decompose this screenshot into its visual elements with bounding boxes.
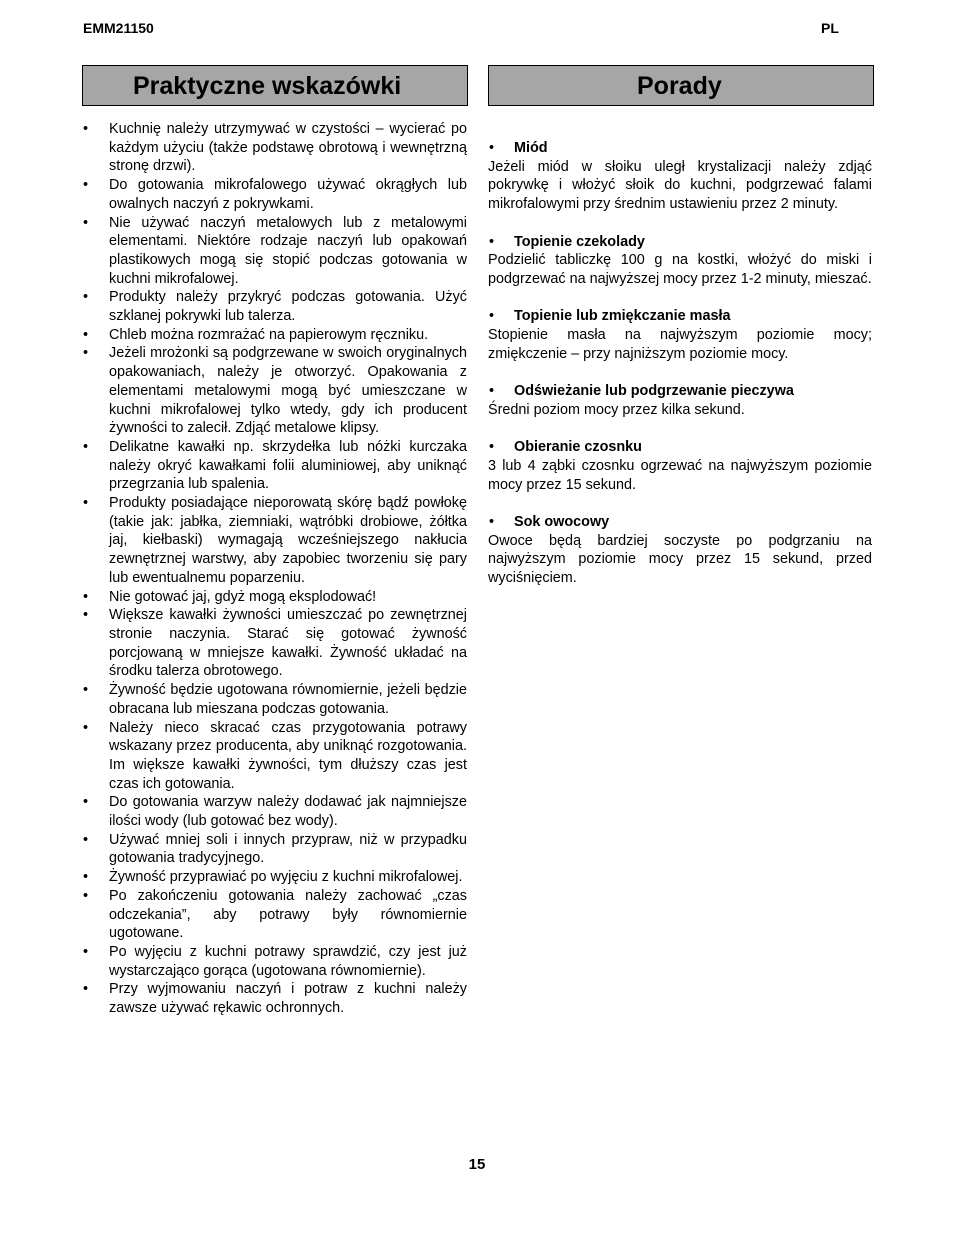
advice-column (488, 139, 872, 606)
tip-butter (488, 307, 872, 363)
list-item: • Nie gotować jaj, gdyż mogą eksplodować! (82, 588, 467, 607)
tip-body: 3 lub 4 ząbki czosnku ogrzewać na najwyższym poziomie mocy przez 15 sekund. (488, 457, 872, 493)
list-item: • Po wyjęciu z kuchni potrawy sprawdzić, czy jest już wystarczająco gorąca (ugotowana równomiernie). (82, 943, 467, 980)
list-item: • Jeżeli mrożonki są podgrzewane w swoich oryginalnych opakowaniach, należy je otworzyć. Opakowania z elementami metalowymi mogą być umieszczane w kuchni mikrofalowej tylko wtedy, gdy ich producent żywności to zalecił. Zdjąć metalowe klipsy. (82, 344, 467, 438)
tip-title: • Miód (488, 139, 872, 158)
tip-garlic (488, 438, 872, 494)
tip-bread (488, 382, 872, 419)
tip-body: Średni poziom mocy przez kilka sekund. (488, 401, 745, 418)
tip-title: • Topienie czekolady (488, 233, 872, 252)
section-title-practical-tips: Praktyczne wskazówki (82, 65, 468, 106)
list-item: • Delikatne kawałki np. skrzydełka lub nóżki kurczaka należy okryć kawałkami folii aluminiowej, aby uniknąć przegrzania lub spalenia. (82, 438, 467, 494)
tip-fruit-juice (488, 513, 872, 588)
practical-tips-list (82, 120, 467, 1018)
tip-title: • Obieranie czosnku (488, 438, 872, 457)
tip-body: Stopienie masła na najwyższym poziomie mocy; zmiękczenie – przy najniższym poziomie mocy. (488, 327, 872, 362)
list-item: • Należy nieco skracać czas przygotowania potrawy wskazany przez producenta, aby uniknąć rozgotowania. Im większe kawałki żywności, tym dłuższy czas jest czas ich gotowania. (82, 719, 467, 794)
list-item: • Przy wyjmowaniu naczyń i potraw z kuchni należy zawsze używać rękawic ochronnych. (82, 980, 467, 1017)
page-number: 15 (468, 1156, 486, 1173)
tip-body: Podzielić tabliczkę 100 g na kostki, włożyć do miski i podgrzewać na najwyższej mocy przez 1-2 minuty, mieszać. (488, 252, 872, 287)
list-item: • Do gotowania warzyw należy dodawać jak najmniejsze ilości wody (lub gotować bez wody). (82, 793, 467, 830)
list-item: • Nie używać naczyń metalowych lub z metalowymi elementami. Niektóre rodzaje naczyń lub opakowań plastikowych mogą się stopić podczas gotowania w kuchni mikrofalowej. (82, 214, 467, 289)
tip-body: Jeżeli miód w słoiku uległ krystalizacji należy zdjąć pokrywkę i włożyć słoik do kuchni, podgrzewać falami mikrofalowymi przy średnim ustawieniu przez 2 minuty. (488, 158, 872, 213)
tip-body: Owoce będą bardziej soczyste po podgrzaniu na najwyższym poziomie mocy przez 15 sekund, przed wyciśnięciem. (488, 532, 872, 587)
model-number: EMM21150 (83, 20, 154, 36)
list-item: • Produkty należy przykryć podczas gotowania. Użyć szklanej pokrywki lub talerza. (82, 288, 467, 325)
list-item: • Do gotowania mikrofalowego używać okrągłych lub owalnych naczyń z pokrywkami. (82, 176, 467, 213)
list-item: • Używać mniej soli i innych przypraw, niż w przypadku gotowania tradycyjnego. (82, 831, 467, 868)
list-item: • Chleb można rozmrażać na papierowym ręczniku. (82, 326, 467, 345)
tip-melting-chocolate (488, 233, 872, 289)
list-item: • Kuchnię należy utrzymywać w czystości – wycierać po każdym użyciu (także podstawę obrotową i wewnętrzną stronę drzwi). (82, 120, 467, 176)
tip-honey (488, 139, 872, 214)
list-item: • Żywność przyprawiać po wyjęciu z kuchni mikrofalowej. (82, 868, 467, 887)
language-code: PL (821, 20, 839, 36)
section-title-advice: Porady (488, 65, 874, 106)
tip-title: • Odświeżanie lub podgrzewanie pieczywa (488, 382, 872, 401)
tip-title: • Topienie lub zmiękczanie masła (488, 307, 872, 326)
practical-tips-column (82, 120, 467, 1018)
tip-title: • Sok owocowy (488, 513, 872, 532)
list-item: • Żywność będzie ugotowana równomiernie, jeżeli będzie obracana lub mieszana podczas gotowania. (82, 681, 467, 718)
list-item: • Produkty posiadające nieporowatą skórę bądź powłokę (takie jak: jabłka, ziemniaki, wątróbki drobiowe, żółtka jaj, kiełbaski) wymagają wcześniejszego nakłucia zewnętrznej warstwy, aby zapobiec tworzeniu się pary lub ewentualnemu poparzeniu. (82, 494, 467, 588)
list-item: • Po zakończeniu gotowania należy zachować „czas odczekania”, aby potrawy były równomiernie ugotowane. (82, 887, 467, 943)
list-item: • Większe kawałki żywności umieszczać po zewnętrznej stronie naczynia. Starać się gotować żywność porcjowaną w mniejsze kawałki. Żywność układać na środku talerza obrotowego. (82, 606, 467, 681)
